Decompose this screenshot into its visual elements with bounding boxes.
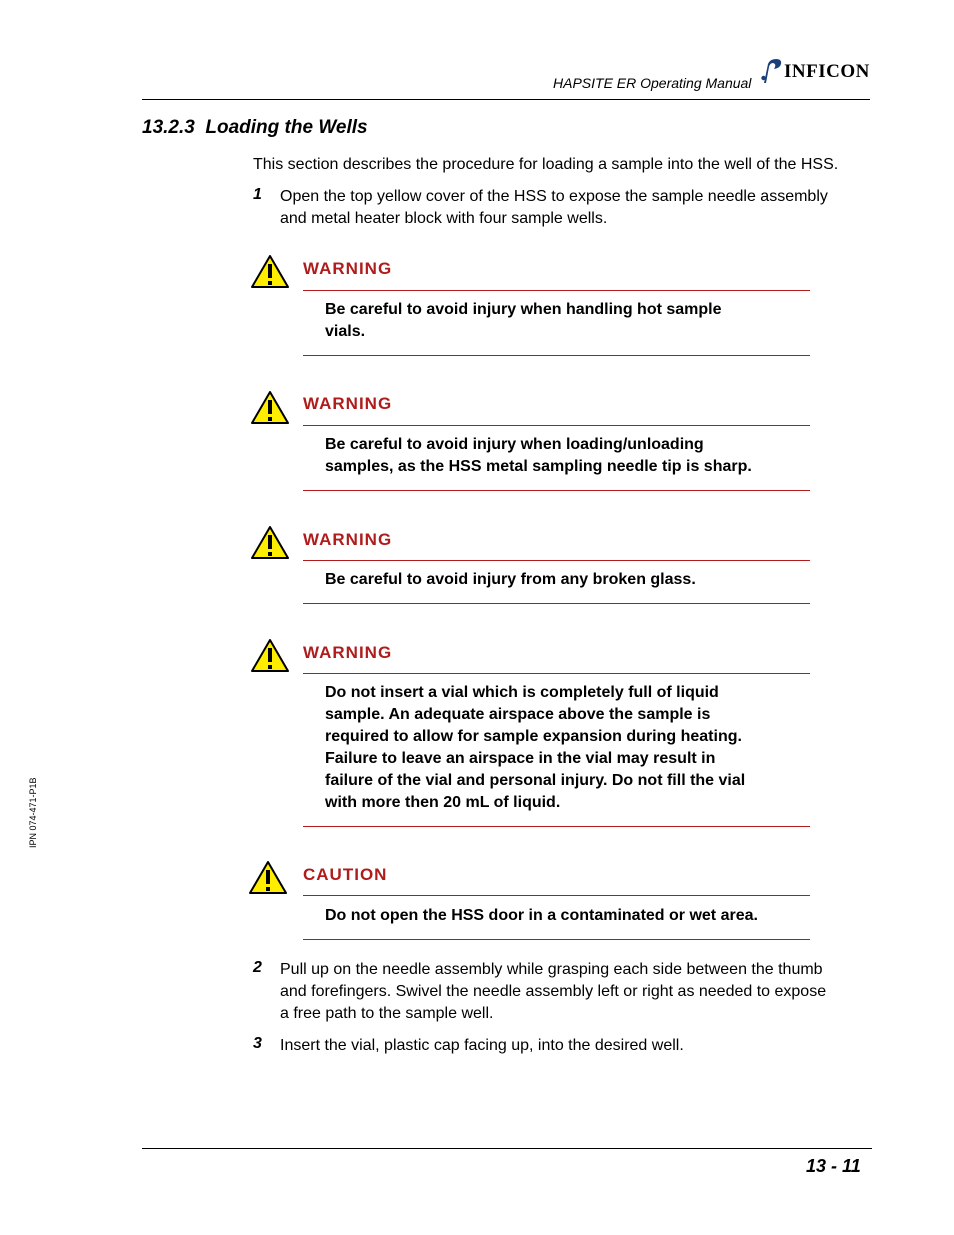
intro-paragraph: This section describes the procedure for loading a sample into the well of the HSS. (253, 156, 839, 173)
notice-line: Be careful to avoid injury from any broken glass. (325, 571, 696, 588)
notice-bottom-rule (303, 355, 810, 356)
step-line: a free path to the sample well. (280, 1005, 494, 1022)
notice-bottom-rule (303, 603, 810, 604)
notice-bottom-rule (303, 939, 810, 940)
notice-top-rule (303, 673, 810, 674)
logo-text: INFICON (784, 61, 870, 82)
step-number: 1 (253, 186, 262, 203)
notice-body (325, 299, 722, 343)
header-rule (142, 99, 870, 100)
step-text (280, 1035, 684, 1057)
notice-line: Be careful to avoid injury when loading/unloading (325, 436, 704, 453)
notice-line: Do not open the HSS door in a contaminated or wet area. (325, 907, 758, 924)
notice-label: WARNING (303, 394, 393, 413)
warning-triangle-icon (250, 638, 290, 673)
inficon-logo (760, 58, 872, 84)
notice-label: CAUTION (303, 865, 388, 884)
step-number: 2 (253, 959, 262, 976)
warning-triangle-icon (250, 390, 290, 425)
footer-rule (142, 1148, 872, 1149)
running-header-title: HAPSITE ER Operating Manual (553, 75, 752, 91)
notice-body (325, 905, 758, 927)
section-title: 13.2.3 Loading the Wells (142, 117, 368, 138)
notice-label: WARNING (303, 259, 393, 278)
step-line: Open the top yellow cover of the HSS to expose the sample needle assembly (280, 188, 828, 205)
inficon-mark-icon (760, 58, 782, 84)
notice-line: vials. (325, 323, 366, 340)
notice-top-rule (303, 425, 810, 426)
warning-triangle-icon (250, 525, 290, 560)
step-line: and forefingers. Swivel the needle assembly left or right as needed to expose (280, 983, 827, 1000)
notice-line: samples, as the HSS metal sampling needle tip is sharp. (325, 458, 752, 475)
notice-label: WARNING (303, 530, 393, 549)
notice-body (325, 569, 696, 591)
step-number: 3 (253, 1035, 262, 1052)
notice-top-rule (303, 560, 810, 561)
warning-triangle-icon (250, 254, 290, 289)
step-text (280, 959, 826, 1025)
notice-line: Failure to leave an airspace in the vial may result in (325, 750, 716, 767)
notice-body (325, 434, 752, 478)
notice-line: sample. An adequate airspace above the sample is (325, 706, 711, 723)
notice-line: with more then 20 mL of liquid. (325, 794, 561, 811)
step-line: Insert the vial, plastic cap facing up, into the desired well. (280, 1037, 684, 1054)
notice-top-rule (303, 290, 810, 291)
notice-line: Do not insert a vial which is completely full of liquid (325, 684, 719, 701)
notice-body (325, 682, 745, 814)
notice-bottom-rule (303, 490, 810, 491)
notice-line: required to allow for sample expansion during heating. (325, 728, 742, 745)
caution-triangle-icon (248, 860, 288, 895)
notice-line: failure of the vial and personal injury. Do not fill the vial (325, 772, 746, 789)
notice-top-rule (303, 895, 810, 896)
step-line: and metal heater block with four sample wells. (280, 210, 608, 227)
step-line: Pull up on the needle assembly while grasping each side between the thumb (280, 961, 823, 978)
notice-bottom-rule (303, 826, 810, 827)
notice-line: Be careful to avoid injury when handling hot sample (325, 301, 722, 318)
notice-label: WARNING (303, 643, 393, 662)
step-text (280, 186, 828, 230)
page-number: 13 - 11 (806, 1156, 861, 1176)
document-id: IPN 074-471-P1B (28, 777, 38, 848)
